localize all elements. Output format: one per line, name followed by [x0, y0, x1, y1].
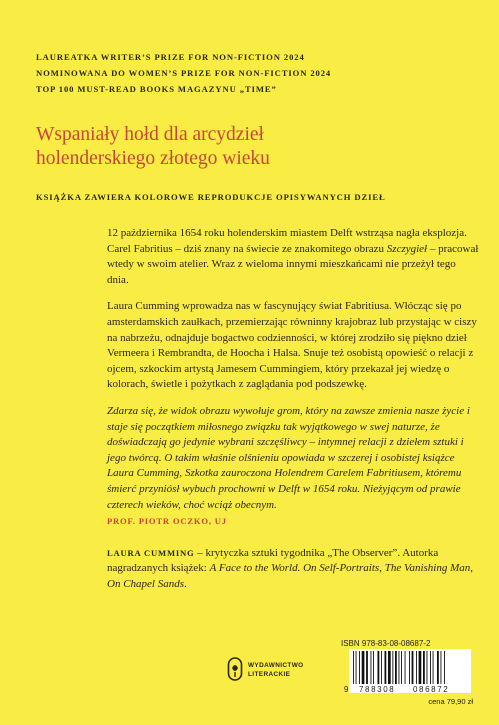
text-span: – pracował wtedy w swoim atelier. Wraz z wieloma innymi mieszkańcami nie przeżył tego dnia.: [107, 242, 479, 286]
barcode-bar: [412, 651, 414, 684]
barcode-bar: [399, 651, 400, 684]
barcode-bar: [366, 651, 368, 684]
barcode-bar: [356, 651, 357, 684]
barcode-bar: [427, 651, 428, 684]
text-span: 12 października 1654 roku holenderskim miastem Delft wstrząsa nagła eksplozja. Carel Fabritius – dziś znany na świecie ze znakomitego obrazu: [107, 227, 467, 255]
barcode-digits-left: 788308: [359, 685, 396, 693]
blurb: [107, 226, 479, 603]
award-line: TOP 100 MUST-READ BOOKS MAGAZYNU „TIME”: [36, 84, 277, 94]
book-title: The Vanishing Man: [384, 562, 471, 575]
publisher-name-line: LITERACKIE: [248, 671, 291, 678]
headline: [36, 123, 476, 171]
barcode-bar: [395, 651, 397, 684]
review-quote: [107, 404, 479, 513]
barcode: [341, 649, 471, 693]
barcode-bar: [419, 651, 422, 684]
barcode-bar: [409, 651, 410, 684]
publisher-name-line: WYDAWNICTWO: [248, 662, 304, 669]
headline-line: holenderskiego złotego wieku: [36, 148, 270, 169]
barcode-bar: [378, 651, 380, 684]
barcode-bar: [359, 651, 360, 684]
text-span: ,: [470, 562, 474, 575]
award-line: LAUREATKA WRITER’S PRIZE FOR NON-FICTION 2024: [36, 52, 305, 62]
barcode-bar: [362, 651, 365, 684]
barcode-bar: [353, 651, 354, 684]
text-span: Zdarza się, że widok obrazu wywołuje grom, który na zawsze zmienia nasze życie i staje się początkiem miłosnego związku tak wyjątkowego w swej naturze, że doświadczają go jedynie wybrani szczęśliwcy – intymnej relacji z dziełem sztuki i jego twórcą. O takim właśnie olśnieniu opowiada w szczerej i osobistej książce Laura Cumming,: [107, 404, 470, 480]
barcode-bar: [437, 651, 439, 684]
barcode-bar: [416, 651, 417, 684]
headline-line: Wspaniały hołd dla arcydzieł: [36, 124, 264, 145]
text-span: – krytyczka sztuki tygodnika „The Observer”. Autorka nagradzanych książek:: [107, 546, 439, 575]
author-bio: [107, 546, 479, 593]
barcode-bar: [444, 651, 445, 684]
barcode-bar: [385, 651, 387, 684]
blurb-paragraph-1: [107, 226, 479, 288]
book-title: A Face to the World. On Self-Portraits: [209, 562, 380, 575]
blurb-paragraph-2: Laura Cumming wprowadza nas w fascynujący świat Fabritiusa. Włócząc się po amsterdamskich zaułkach, przemierzając równinny krajobraz lub przystając w ciszy na nabrzeżu, odnajduje bogactwo codzienności, w której zrodziło się piękno dzieł Vermeera i Rembrandta, de Hoocha i Halsa. Snuje też osobistą opowieść o relacji z ojcem, szkockim artystą Jamesem Cummingiem, który przekazał jej wiedzę o kolorach, świetle i pożytkach z zaglądania pod podszewkę.: [107, 300, 477, 391]
barcode-bar: [388, 651, 391, 684]
text-span: , któremu śmierć przyniósł wybuch prochowni w Delft w 1654 roku. Nieżyjącym od prawie czterech wieków, choć wciąż obecnym.: [107, 467, 462, 511]
reproductions-note: KSIĄŻKA ZAWIERA KOLOROWE REPRODUKCJE OPISYWANYCH DZIEŁ: [36, 192, 386, 202]
barcode-bar: [423, 651, 425, 684]
publisher-name: [248, 661, 304, 679]
barcode-digits-right: 086872: [413, 685, 450, 693]
publisher-logo: [227, 656, 327, 686]
isbn-label: ISBN 978-83-08-08687-2: [341, 639, 431, 648]
barcode-area: [331, 639, 479, 707]
painting-title: Szczygieł: [386, 242, 428, 255]
text-span: ,: [379, 562, 385, 575]
text-span: Szkotka zauroczona Holendrem Carelem Fabritiusem: [184, 467, 421, 480]
award-line: NOMINOWANA DO WOMEN’S PRIZE FOR NON-FICTION 2024: [36, 68, 332, 78]
barcode-bar: [405, 651, 406, 684]
barcode-bar: [392, 651, 393, 684]
book-title: On Chapel Sands: [107, 577, 184, 590]
barcode-bar: [430, 651, 431, 684]
barcode-digit-first: 9: [344, 685, 349, 693]
barcode-bar: [441, 651, 442, 684]
barcode-bar: [433, 651, 434, 684]
author-name: LAURA CUMMING: [107, 547, 195, 558]
publisher-logo-icon: [227, 656, 243, 682]
barcode-bar: [373, 651, 374, 684]
barcode-bar: [401, 651, 402, 684]
price: cena 79,90 zł: [428, 697, 473, 706]
barcode-bar: [371, 651, 372, 684]
text-span: .: [184, 577, 187, 590]
awards-list: [36, 49, 476, 97]
quote-author: PROF. PIOTR OCZKO, UJ: [107, 516, 227, 527]
barcode-bar: [381, 651, 382, 684]
